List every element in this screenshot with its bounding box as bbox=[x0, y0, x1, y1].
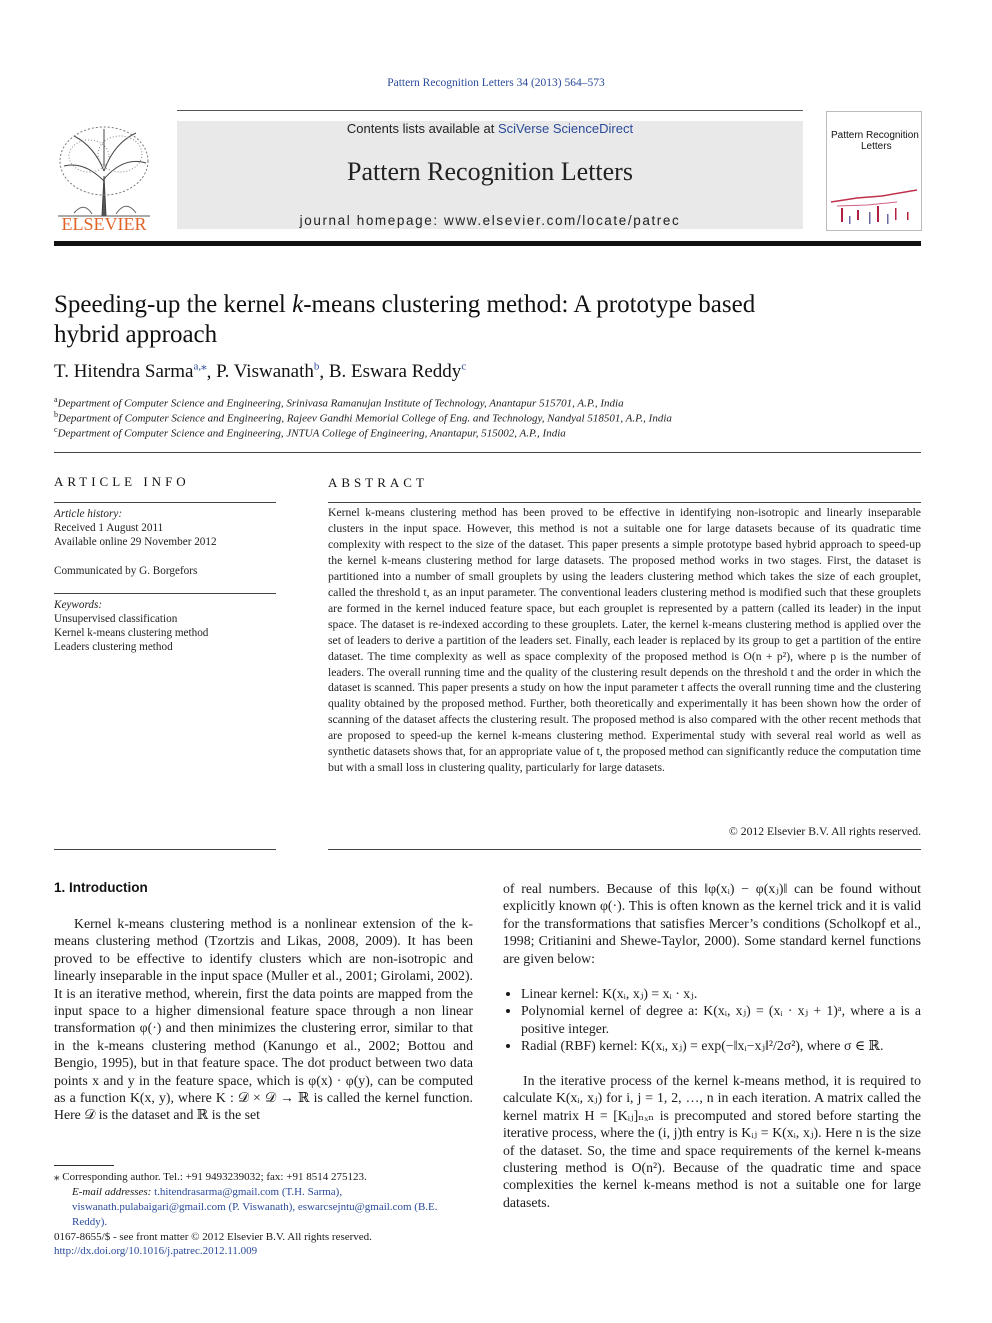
article-title-line2: hybrid approach bbox=[54, 321, 218, 348]
footnotes bbox=[54, 1170, 473, 1230]
footnote-rule bbox=[54, 1165, 114, 1166]
author-affiliation-mark[interactable]: a,⁎ bbox=[193, 361, 207, 373]
communicated-by: Communicated by G. Borgefors bbox=[54, 565, 198, 577]
affiliation-mark: c bbox=[54, 425, 58, 434]
email-addresses bbox=[54, 1185, 473, 1230]
affiliation-text: Department of Computer Science and Engineering, JNTUA College of Engineering, Anantapur, 515002, A.P., India bbox=[57, 427, 566, 440]
article-info-rule bbox=[54, 502, 276, 503]
publisher-wordmark: ELSEVIER bbox=[61, 214, 147, 233]
cover-title-line1: Pattern Recognition bbox=[831, 130, 919, 141]
keywords-block bbox=[54, 598, 276, 654]
author-name: T. Hitendra Sarma bbox=[54, 361, 194, 383]
journal-homepage[interactable]: journal homepage: www.elsevier.com/locate/patrec bbox=[299, 213, 681, 228]
kernel-list-item: • Linear kernel: K(xᵢ, xⱼ) = xᵢ · xⱼ. bbox=[521, 985, 921, 1002]
keyword-item: Leaders clustering method bbox=[54, 641, 173, 653]
author-1[interactable] bbox=[54, 361, 207, 382]
doi-link[interactable]: http://dx.doi.org/10.1016/j.patrec.2012.11.009 bbox=[54, 1245, 258, 1257]
author-name: P. Viswanath bbox=[216, 361, 314, 383]
contents-line bbox=[177, 121, 803, 136]
article-title-line1: Speeding-up the kernel k-means clustering method: A prototype based bbox=[54, 291, 756, 318]
affiliation-a bbox=[54, 395, 624, 410]
abstract-rule bbox=[328, 502, 921, 503]
author-affiliation-mark[interactable]: c bbox=[461, 361, 467, 373]
intro-paragraph-right-1: of real numbers. Because of this ‖φ(xᵢ) − φ(xⱼ)‖ can be found without explicitly known φ(·). This is often known as the kernel trick and it is valid for the transformations that satisfies Mercer’s conditions (Scholkopf et al., 1998; Critianini and Shewe-Taylor, 2000). Some standard kernel functions are given below: bbox=[503, 881, 921, 966]
article-info-bottom-rule bbox=[54, 849, 276, 850]
header-thick-rule bbox=[54, 241, 921, 246]
corresponding-author-note: ⁎ Corresponding author. Tel.: +91 9493239032; fax: +91 8514 275123. bbox=[54, 1171, 367, 1183]
kernel-list-item: • Polynomial kernel of degree a: K(xᵢ, xⱼ) = (xᵢ · xⱼ + 1)ᵃ, where a is a positive integer. bbox=[521, 1002, 921, 1037]
author-separator: , bbox=[206, 361, 217, 383]
author-affiliation-mark[interactable]: b bbox=[313, 361, 320, 373]
kernel-list-item: • Radial (RBF) kernel: K(xᵢ, xⱼ) = exp(−‖xᵢ−xⱼ‖²/2σ²), where σ ∈ ℝ. bbox=[521, 1037, 921, 1054]
affiliation-text: Department of Computer Science and Engineering, Rajeev Gandhi Memorial College of Eng. and Technology, Nandyal 518501, A.P., India bbox=[58, 412, 672, 425]
cover-title-line2: Letters bbox=[861, 141, 892, 152]
author-list bbox=[54, 360, 466, 383]
affiliation-rule bbox=[54, 452, 921, 453]
contents-prefix: Contents lists available at bbox=[346, 121, 498, 136]
author-2[interactable] bbox=[216, 361, 319, 382]
keyword-item: Unsupervised classification bbox=[54, 613, 178, 625]
front-matter bbox=[54, 1230, 372, 1258]
abstract-copyright: © 2012 Elsevier B.V. All rights reserved. bbox=[728, 825, 921, 838]
author-name: B. Eswara Reddy bbox=[328, 361, 462, 383]
online-date: Available online 29 November 2012 bbox=[54, 536, 217, 548]
email-label: E-mail addresses: bbox=[72, 1186, 152, 1198]
author-3[interactable] bbox=[329, 361, 466, 382]
affiliation-c bbox=[54, 425, 566, 440]
intro-paragraph-left: Kernel k-means clustering method is a nonlinear extension of the k-means clustering method (Tzortzis and Likas, 2008, 2009). It has been proved to be effective to identify clusters which are non-isotropic and linearly inseparable in the input space (Muller et al., 2001; Girolami, 2002). It is an iterative method, wherein, first the data points are mapped from the input space to a higher dimensional feature space through a non linear transformation φ(·) and then minimizes the clustering error, similar to that in the k-means clustering method (Kanungo et al., 2002; Bottou and Bengio, 1995), but in that feature space. The dot product between two data points x and y in the feature space, which is φ(x) · φ(y), can be computed as a function K(x, y), where K : 𝒟 × 𝒟 → ℝ is called the kernel function. Here 𝒟 is the dataset and ℝ is the set bbox=[54, 916, 473, 1123]
journal-reference[interactable]: Pattern Recognition Letters 34 (2013) 564–573 bbox=[387, 77, 605, 89]
keywords-rule bbox=[54, 593, 276, 594]
affiliation-mark: a bbox=[54, 395, 58, 404]
affiliation-b bbox=[54, 410, 672, 425]
article-title bbox=[54, 290, 934, 350]
journal-cover-thumbnail bbox=[826, 111, 922, 231]
author-separator: , bbox=[319, 361, 329, 383]
elsevier-tree-logo bbox=[54, 121, 154, 233]
sciencedirect-link[interactable]: SciVerse ScienceDirect bbox=[497, 121, 634, 136]
abstract-heading: ABSTRACT bbox=[328, 475, 428, 490]
abstract-text: Kernel k-means clustering method has been proved to be effective in identifying non-isotropic and linearly inseparable clusters in the input space. However, this method is not a suitable one for large datasets because of its quadratic time complexity with respect to the size of the dataset. This paper presents a simple prototype based hybrid approach to speed-up the kernel k-means clustering method for large datasets. The proposed method works in two stages. First, the dataset is partitioned into a number of small grouplets by using the leaders clustering method which takes the size of each grouplet, called the threshold t, as an input parameter. The conventional leaders clustering method is modified such that these grouplets are formed in the kernel induced feature space, but each grouplet is represented by a pattern (called its leader) in the input space. The dataset is re-indexed according to these grouplets. Later, the kernel k-means clustering method is applied over the set of leaders to derive a partition of the leaders set. Finally, each leader is replaced by its group to get a partition of the entire dataset. The time complexity as well as space complexity of the proposed method is O(n + p²), where p is the number of leaders. The overall running time and the quality of the clustering result depends on the threshold t and the order in which the dataset is scanned. This paper presents a study on how the input parameter t affects the overall running time and the clustering quality obtained by the proposed method. Further, both theoretically and experimentally it has been shown how the order of scanning of the dataset affects the clustering result. The proposed method is also compared with the other recent methods that are proposed to speed-up the kernel k-means clustering method. Experimental study with several real world as well as synthetic datasets shows that, for an appropriate value of t, the proposed method can significantly reduce the computation time but with a small loss in clustering quality, particularly for large datasets. bbox=[328, 506, 921, 775]
cover-artwork bbox=[827, 172, 921, 230]
issn-line: 0167-8655/$ - see front matter © 2012 Elsevier B.V. All rights reserved. bbox=[54, 1231, 372, 1243]
received-date: Received 1 August 2011 bbox=[54, 522, 164, 534]
kernel-function-list bbox=[503, 985, 921, 1055]
header-rule bbox=[177, 110, 803, 111]
keywords-label: Keywords: bbox=[54, 599, 103, 611]
email-links[interactable]: t.hitendrasarma@gmail.com (T.H. Sarma), viswanath.pulabaigari@gmail.com (P. Viswanath), eswarcsejntu@gmail.com (B.E. Reddy). bbox=[72, 1186, 438, 1228]
affiliation-text: Department of Computer Science and Engineering, Srinivasa Ramanujan Institute of Technology, Anantapur 515701, A.P., India bbox=[57, 397, 624, 410]
article-info-heading: ARTICLE INFO bbox=[54, 474, 190, 489]
history-label: Article history: bbox=[54, 508, 123, 520]
intro-paragraph-right-2: In the iterative process of the kernel k-means method, it is required to calculate K(xᵢ, xⱼ) for i, j = 1, 2, …, n in each iteration. A matrix called the kernel matrix H = [Kᵢⱼ]ₙₓₙ is precomputed and stored before starting the iterative process, where the (i, j)th entry is Kᵢⱼ = K(xᵢ, xⱼ). Here n is the size of the dataset. So, the time and space requirements of the kernel k-means clustering method is O(n²). Because of the quadratic time and space complexities the kernel k-means method is not a suitable one for large datasets. bbox=[503, 1073, 921, 1210]
abstract-bottom-rule bbox=[328, 849, 921, 850]
journal-title: Pattern Recognition Letters bbox=[347, 157, 633, 186]
section-heading-introduction: 1. Introduction bbox=[54, 880, 148, 895]
article-history bbox=[54, 507, 276, 578]
affiliation-mark: b bbox=[54, 410, 58, 419]
keyword-item: Kernel k-means clustering method bbox=[54, 627, 209, 639]
